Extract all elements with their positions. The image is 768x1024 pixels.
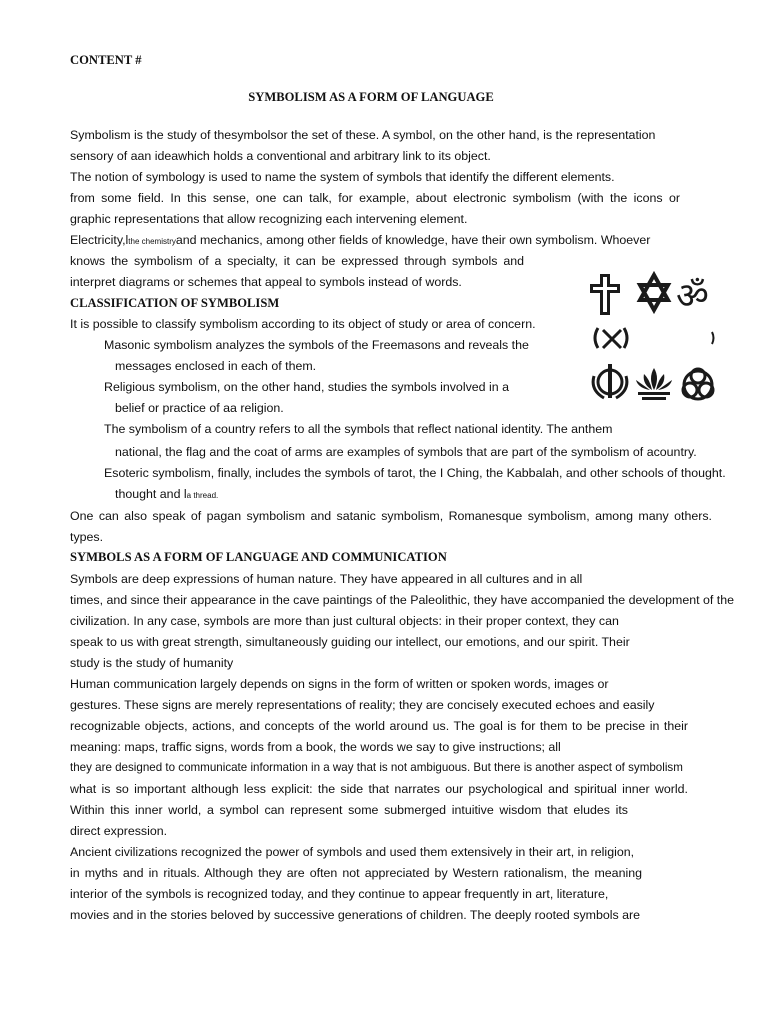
comm-line: Symbols are deep expressions of human nature. They have appeared in all cultures and in all	[70, 572, 583, 586]
intro-line-5: graphic representations that allow recognizing each intervening element.	[70, 212, 468, 226]
content-label: CONTENT #	[70, 53, 142, 67]
comm-line: in myths and in rituals. Although they are often not appreciated by Western rationalism, the meaning	[70, 866, 642, 880]
comm-line: what is so important although less explicit: the side that narrates our psychological and spiritual inner world.	[70, 782, 688, 796]
intro-line-1: Symbolism is the study of thesymbolsor the set of these. A symbol, on the other hand, is the representation	[70, 128, 656, 142]
bullet-item-4-cont	[115, 486, 218, 504]
page-title: SYMBOLISM AS A FORM OF LANGUAGE	[248, 90, 494, 104]
comm-line: they are designed to communicate information in a way that is not ambiguous. But there is another aspect of symbolism	[70, 761, 683, 774]
intro-line-8: interpret diagrams or schemes that appeal to symbols instead of words.	[70, 275, 462, 289]
intro-line-6	[70, 232, 650, 250]
comm-line: speak to us with great strength, simultaneously guiding our intellect, our emotions, and our spirit. Their	[70, 635, 630, 649]
intro-line-6-start: Electricity,l	[70, 233, 129, 247]
star-of-david-icon	[640, 275, 668, 310]
bullet-item-1-cont: messages enclosed in each of them.	[115, 359, 317, 373]
intro-line-7: knows the symbolism of a specialty, it can be expressed through symbols and	[70, 254, 524, 268]
communication-heading: SYMBOLS AS A FORM OF LANGUAGE AND COMMUNICATION	[70, 550, 447, 564]
triple-spiral-icon	[683, 369, 713, 399]
religious-symbols-svg	[588, 268, 728, 406]
bullet-item-4	[92, 465, 726, 481]
bullet-item-2-text: Religious symbolism, on the other hand, studies the symbols involved in a	[104, 380, 509, 394]
bracket-icon	[712, 332, 714, 344]
classification-closing-2: types.	[70, 530, 104, 544]
classification-closing-1: One can also speak of pagan symbolism and satanic symbolism, Romanesque symbolism, among many others.	[70, 509, 712, 523]
comm-line: interior of the symbols is recognized today, and they continue to appear frequently in art, literature,	[70, 887, 609, 901]
bullet-item-4-cont-small: a thread.	[186, 491, 219, 500]
bullet-item-3	[92, 421, 612, 437]
comm-line: direct expression.	[70, 824, 168, 838]
svg-text:ॐ: ॐ	[676, 276, 709, 317]
khanda-icon	[593, 364, 627, 398]
intro-line-3: The notion of symbology is used to name the system of symbols that identify the different elements.	[70, 170, 615, 184]
bullet-item-3-cont: national, the flag and the coat of arms are examples of symbols that are part of the symbolism of acountry.	[115, 445, 697, 459]
bullet-item-4-text: Esoteric symbolism, finally, includes the symbols of tarot, the I Ching, the Kabbalah, and other schools of thought.	[104, 466, 726, 480]
intro-line-6-end: and mechanics, among other fields of knowledge, have their own symbolism. Whoever	[175, 233, 651, 247]
comm-line: study is the study of humanity	[70, 656, 234, 670]
comm-line: movies and in the stories beloved by successive generations of children. The deeply rooted symbols are	[70, 908, 641, 922]
intro-line-2: sensory of aan ideawhich holds a conventional and arbitrary link to its object.	[70, 149, 491, 163]
om-icon	[676, 276, 709, 317]
intro-line-4: from some field. In this sense, one can talk, for example, about electronic symbolism (with the icons or	[70, 191, 680, 205]
comm-line: gestures. These signs are merely representations of reality; they are concisely executed echoes and easily	[70, 698, 655, 712]
bullet-item-2	[92, 379, 509, 395]
comm-line: Within this inner world, a symbol can represent some submerged intuitive wisdom that eludes its	[70, 803, 628, 817]
comm-line: meaning: maps, traffic signs, words from a book, the words we say to give instructions; all	[70, 740, 561, 754]
comm-line: Ancient civilizations recognized the power of symbols and used them extensively in their art, in religion,	[70, 845, 635, 859]
comm-line: times, and since their appearance in the cave paintings of the Paleolithic, they have accompanied the development of the	[70, 593, 735, 607]
religious-symbols-figure	[588, 268, 728, 406]
chi-rho-icon	[595, 328, 627, 348]
christian-cross-icon	[590, 274, 620, 315]
comm-line: Human communication largely depends on signs in the form of written or spoken words, images or	[70, 677, 609, 691]
classification-heading: CLASSIFICATION OF SYMBOLISM	[70, 296, 280, 310]
comm-line: recognizable objects, actions, and concepts of the world around us. The goal is for them to be precise in their	[70, 719, 688, 733]
bullet-item-1-text: Masonic symbolism analyzes the symbols of the Freemasons and reveals the	[104, 338, 529, 352]
bullet-item-4-cont-start: thought and l	[115, 487, 187, 501]
bullet-item-2-cont: belief or practice of aa religion.	[115, 401, 284, 415]
comm-line: civilization. In any case, symbols are more than just cultural objects: in their proper context, they can	[70, 614, 619, 628]
bullet-item-3-text: The symbolism of a country refers to all the symbols that reflect national identity. The anthem	[104, 422, 613, 436]
intro-line-6-small: the chemistry	[128, 237, 176, 246]
classification-intro: It is possible to classify symbolism according to its object of study or area of concern.	[70, 317, 536, 331]
bullet-item-1	[92, 337, 529, 353]
lotus-icon	[636, 368, 672, 400]
